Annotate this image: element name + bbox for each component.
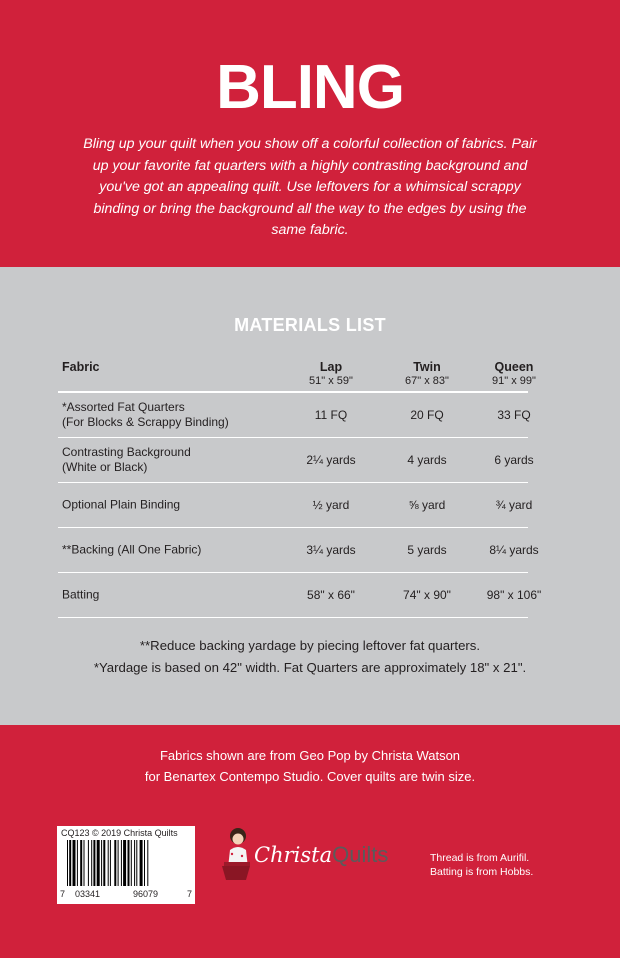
barcode-digits-right: 96079: [133, 889, 159, 899]
barcode-digit-check: 7: [187, 889, 193, 899]
header-lap-name: Lap: [319, 360, 343, 374]
barcode-digit-lead: 7: [60, 889, 66, 899]
fabric-credit: [0, 745, 620, 787]
logo-wordmark-christa: Christa: [254, 843, 333, 867]
row-fabric-label: *Assorted Fat Quarters (For Blocks & Scrappy Binding): [62, 400, 229, 429]
pattern-title: BLING: [216, 53, 404, 122]
header-twin-dims: 67" x 83": [405, 375, 449, 387]
barcode-digits-left: 03341: [75, 889, 101, 899]
header-fabric: Fabric: [62, 360, 100, 374]
row-fabric-label: Batting: [62, 587, 100, 602]
footer-section: [0, 725, 620, 958]
logo-wordmark: [254, 842, 388, 868]
row-twin-value: ⅝ yard: [408, 498, 446, 512]
row-queen-value: 6 yards: [494, 453, 534, 467]
table-body: [58, 393, 542, 618]
row-twin-value: 20 FQ: [410, 408, 444, 422]
logo-wordmark-quilts: Quilts: [332, 842, 389, 867]
table-row: [58, 483, 533, 528]
row-queen-value: ¾ yard: [495, 498, 533, 512]
fabric-credit-line1: Fabrics shown are from Geo Pop by Christa Watson: [159, 748, 461, 763]
row-lap-value: 2¼ yards: [306, 453, 356, 467]
header-lap: [286, 360, 376, 388]
row-queen-value: 8¼ yards: [489, 543, 539, 557]
materials-notes: [0, 635, 620, 679]
row-twin-value: 4 yards: [407, 453, 447, 467]
row-queen-value: 98" x 106": [486, 588, 542, 602]
row-lap-value: 11 FQ: [314, 408, 348, 422]
table-row: [58, 438, 534, 483]
header-queen-dims: 91" x 99": [492, 375, 536, 387]
header-queen: [469, 360, 559, 388]
quilter-illustration-icon: [216, 824, 256, 884]
barcode-label: CQ123 © 2019 Christa Quilts: [61, 828, 178, 838]
header-lap-dims: 51" x 59": [309, 375, 353, 387]
christa-quilts-logo: [216, 822, 396, 884]
barcode-bars: [67, 840, 185, 886]
materials-title: MATERIALS LIST: [234, 315, 386, 335]
table-header: [58, 357, 536, 393]
intro-paragraph: Bling up your quilt when you show off a colorful collection of fabrics. Pair up your favorite fat quarters with a highly contrasting background and you've got an appealing quilt. Use leftovers for a whimsical scrappy binding or bring the background all the way to the edges by using the same fabric.: [83, 136, 537, 238]
table-row: [58, 393, 531, 438]
row-lap-value: 3¼ yards: [306, 543, 356, 557]
materials-section: [0, 267, 620, 725]
row-fabric-label: Optional Plain Binding: [62, 497, 181, 512]
header-twin: [382, 360, 472, 388]
table-row: [58, 528, 539, 573]
header-section: [0, 0, 620, 267]
header-queen-name: Queen: [494, 360, 534, 374]
row-fabric-label: **Backing (All One Fabric): [62, 542, 202, 557]
row-twin-value: 5 yards: [407, 543, 447, 557]
thread-credit: Thread is from Aurifil.: [430, 852, 530, 864]
note-backing: **Reduce backing yardage by piecing leftover fat quarters.: [139, 638, 481, 653]
row-lap-value: ½ yard: [312, 498, 350, 512]
row-fabric-label: Contrasting Background (White or Black): [62, 445, 191, 474]
materials-table: [58, 357, 542, 618]
batting-credit: Batting is from Hobbs.: [430, 866, 534, 878]
row-lap-value: 58" x 66": [307, 588, 355, 602]
table-row: [58, 573, 542, 618]
note-yardage: *Yardage is based on 42" width. Fat Quarters are approximately 18" x 21".: [93, 660, 527, 675]
supplier-credits: [430, 851, 560, 879]
header-twin-name: Twin: [413, 360, 441, 374]
fabric-credit-line2: for Benartex Contempo Studio. Cover quilts are twin size.: [144, 769, 476, 784]
barcode: [57, 826, 195, 904]
row-queen-value: 33 FQ: [497, 408, 531, 422]
row-twin-value: 74" x 90": [403, 588, 451, 602]
